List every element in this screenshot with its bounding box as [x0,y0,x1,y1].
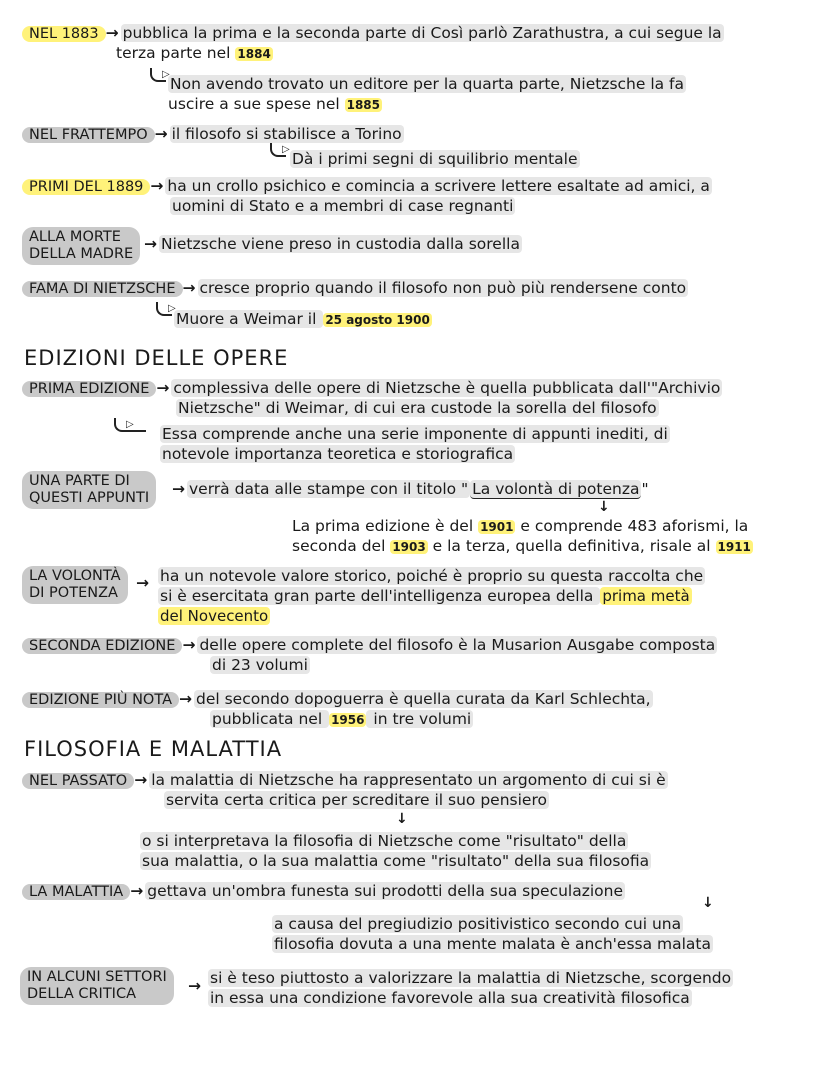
text-line: la malattia di Nietzsche ha rappresentato un argomento di cui si è [151,771,666,789]
text-line: La prima edizione è del [292,517,479,535]
branch-arrow-icon [114,418,146,432]
text-line: terza parte nel [116,44,236,62]
label-alla-morte [22,227,140,265]
text-line: e comprende 483 aforismi, la [515,517,749,535]
label-line: QUESTI APPUNTI [29,490,150,506]
highlight-novecento: del Novecento [160,607,269,625]
label-primi-1889: PRIMI DEL 1889 [22,179,150,195]
text-line: in tre volumi [368,710,472,728]
text-line: Nietzsche" di Weimar, di cui era custode la sorella del filosofo [178,399,657,417]
year-1903: 1903 [392,540,426,554]
entry-prima-edizione [22,378,722,399]
heading-edizioni: EDIZIONI DELLE OPERE [24,346,289,370]
year-1901: 1901 [480,520,514,534]
entry-fama-sub [174,309,432,330]
text-line: ha un crollo psichico e comincia a scrivere lettere esaltate ad amici, a [167,177,710,195]
label-nel-passato: NEL PASSATO [22,773,134,789]
entry-alcuni-settori-line1 [208,968,733,988]
arrow-icon: → [130,882,144,900]
entry-appunti-sub1 [292,516,748,537]
arrow-icon: → [172,480,185,498]
entry-1883-sub2 [168,94,382,115]
label-edizione-nota: EDIZIONE PIÙ NOTA [22,692,179,708]
entry-la-malattia-sub1 [272,914,683,934]
label-fama: FAMA DI NIETZSCHE [22,281,183,297]
arrow-icon: → [150,177,164,195]
arrow-icon: → [105,24,119,42]
entry-appunti-sub2 [292,536,753,557]
arrow-icon: → [182,636,196,654]
text-line: cresce proprio quando il filosofo non può più rendersene conto [199,279,687,297]
entry-1883 [22,23,724,44]
heading-filosofia-malattia: FILOSOFIA E MALATTIA [24,737,283,761]
entry-fama [22,278,688,299]
arrow-icon: → [179,690,192,708]
entry-morte-madre [144,234,522,254]
text-line: in essa una condizione favorevole alla sua creatività filosofica [210,989,690,1007]
text-line: si è esercitata gran parte dell'intelligenza europea della [160,587,599,605]
text-line: il filosofo si stabilisce a Torino [171,125,402,143]
entry-edizione-nota-line2 [210,709,473,730]
text-line: pubblica la prima e la seconda parte di Così parlò Zarathustra, a cui segue la [122,24,722,42]
label-prima-edizione: PRIMA EDIZIONE [22,381,156,397]
label-la-malattia: LA MALATTIA [22,884,130,900]
text-line: " [641,480,649,498]
year-1885: 1885 [346,98,380,112]
text-line: del secondo dopoguerra è quella curata da Karl Schlechta, [196,690,651,708]
arrow-icon: → [144,235,157,253]
arrow-icon: → [188,977,201,995]
text-line: ha un notevole valore storico, poiché è proprio su questa raccolta che [160,567,704,585]
entry-frattempo-sub [290,149,580,169]
text-line: si è teso piuttosto a valorizzare la malattia di Nietzsche, scorgendo [210,969,732,987]
entry-1883-line2 [116,43,273,64]
down-arrow-icon: ↓ [702,895,714,911]
text-line: di 23 volumi [212,656,308,674]
entry-volonta-line3 [158,606,270,626]
text-line: Non avendo trovato un editore per la quarta parte, Nietzsche la fa [170,75,685,93]
text-line: Nietzsche viene preso in custodia dalla sorella [161,235,520,253]
label-alcuni-settori [20,967,174,1005]
entry-nel-passato-sub2 [140,851,651,871]
text-line: servita certa critica per screditare il suo pensiero [166,791,547,809]
entry-1889-line2 [170,196,515,216]
text-line: gettava un'ombra funesta sui prodotti della sua speculazione [147,882,624,900]
entry-nel-passato-sub1 [140,831,628,851]
down-arrow-icon: ↓ [598,499,610,515]
entry-la-malattia-sub2 [272,934,713,954]
arrow-icon: → [154,125,168,143]
label-line: LA VOLONTÀ [29,568,121,584]
label-nel-frattempo: NEL FRATTEMPO [22,127,155,143]
text-line: sua malattia, o la sua malattia come "risultato" della sua filosofia [142,852,650,870]
entry-prima-edizione-sub2 [160,444,515,464]
entry-nel-passato-line2 [164,790,549,810]
text-line: Muore a Weimar il [176,310,322,328]
label-line: ALLA MORTE [29,229,121,245]
entry-alcuni-settori-line2 [208,988,692,1008]
highlight-prima-meta: prima metà [602,587,690,605]
label-la-volonta [22,566,128,604]
year-1911: 1911 [717,540,751,554]
entry-seconda-edizione-line2 [210,655,310,675]
text-line: notevole importanza teoretica e storiografica [162,445,514,463]
date-death: 25 agosto 1900 [325,313,430,327]
label-seconda-edizione: SECONDA EDIZIONE [22,638,182,654]
year-1884: 1884 [237,47,271,61]
label-una-parte [22,471,156,509]
down-arrow-icon: ↓ [396,811,408,827]
entry-volonta-line2 [158,586,692,606]
text-line: uomini di Stato e a membri di case regnanti [172,197,514,215]
branch-arrow-icon [150,68,166,82]
text-line: a causa del pregiudizio positivistico secondo cui una [274,915,682,933]
entry-appunti [172,479,649,499]
entry-nel-passato [22,770,668,791]
label-line: DI POTENZA [29,585,118,601]
entry-edizione-nota [22,689,653,710]
text-line: filosofia dovuta a una mente malata è anch'essa malata [274,935,712,953]
text-line: complessiva delle opere di Nietzsche è quella pubblicata dall'"Archivio [173,379,721,397]
entry-prima-edizione-sub1 [160,424,670,444]
branch-arrow-icon [156,302,172,316]
label-line: DELLA CRITICA [27,986,136,1002]
label-line: IN ALCUNI SETTORI [27,969,167,985]
arrow-icon: → [136,574,149,592]
branch-arrow-icon [270,143,286,157]
entry-volonta-line1 [158,566,705,586]
label-line: UNA PARTE DI [29,473,130,489]
text-line: verrà data alle stampe con il titolo " [189,480,469,498]
text-line: seconda del [292,537,391,555]
label-nel-1883: NEL 1883 [22,26,106,42]
arrow-icon: → [182,279,196,297]
text-line: uscire a sue spese nel [168,95,345,113]
year-1956: 1956 [331,713,365,727]
entry-prima-edizione-line2 [176,398,659,418]
text-line: delle opere complete del filosofo è la Musarion Ausgabe composta [199,636,716,654]
title-volonta-potenza: La volontà di potenza [472,480,640,498]
text-line: e la terza, quella definitiva, risale al [427,537,716,555]
arrow-icon: → [134,771,148,789]
entry-1883-sub1 [168,74,686,94]
arrow-icon: → [156,379,170,397]
text-line: pubblicata nel [212,710,328,728]
text-line: Dà i primi segni di squilibrio mentale [292,150,578,168]
entry-frattempo [22,124,404,145]
label-line: DELLA MADRE [29,246,134,262]
entry-la-malattia [22,881,625,902]
entry-1889 [22,176,712,197]
text-line: Essa comprende anche una serie imponente di appunti inediti, di [162,425,668,443]
text-line: o si interpretava la filosofia di Nietzsche come "risultato" della [142,832,627,850]
entry-seconda-edizione [22,635,717,656]
